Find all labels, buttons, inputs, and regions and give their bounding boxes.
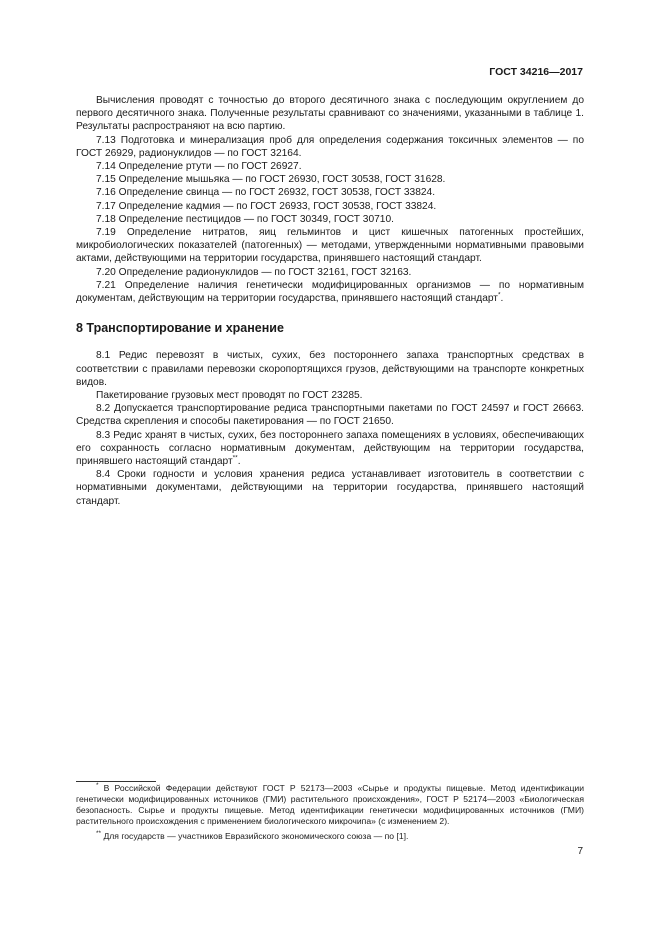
paragraph-8-1: 8.1 Редис перевозят в чистых, сухих, без постороннего запаха транспортных средствах в соответствии с правилами перевозки скоропортящихся грузов, действующими на транспорте конкретных видов. (76, 350, 584, 388)
paragraph-8-4: 8.4 Сроки годности и условия хранения редиса устанавливает изготовитель в соответствии с нормативными документами, действующими на территории государства, принявшего настоящий стандарт. (76, 469, 584, 507)
page-number: 7 (577, 846, 583, 857)
paragraph: Вычисления проводят с точностью до второго десятичного знака с последующим округлением до первого десятичного знака. Полученные результаты сравнивают со значениями, указанными в таблице 1. Результаты распространяют на всю партию. (76, 95, 584, 133)
paragraph-7-15: 7.15 Определение мышьяка — по ГОСТ 26930, ГОСТ 30538, ГОСТ 31628. (96, 174, 446, 186)
paragraph-7-16: 7.16 Определение свинца — по ГОСТ 26932, ГОСТ 30538, ГОСТ 33824. (96, 187, 436, 199)
footnote (76, 831, 584, 842)
footnote-ref[interactable]: ** (232, 454, 238, 462)
footnote-text: Для государств — участников Евразийского экономического союза — по [1]. (101, 831, 409, 841)
paragraph-7-21 (76, 279, 584, 305)
footnote-mark: * (96, 782, 99, 790)
footnote-divider (76, 781, 156, 782)
paragraph-8-1-packaging: Пакетирование грузовых мест проводят по ГОСТ 23285. (96, 390, 363, 402)
document-body (76, 94, 584, 508)
footnote-mark: ** (96, 830, 102, 838)
paragraph-7-20: 7.20 Определение радионуклидов — по ГОСТ 32161, ГОСТ 32163. (96, 266, 412, 278)
footnotes (76, 783, 584, 846)
paragraph-7-17: 7.17 Определение кадмия — по ГОСТ 26933, ГОСТ 30538, ГОСТ 33824. (96, 200, 437, 212)
paragraph-8-3-text: 8.3 Редис хранят в чистых, сухих, без постороннего запаха помещениях в условиях, обеспечивающих его сохранность согласно нормативным документам, действующим на территории государства, принявшего настоящий стандарт (76, 429, 584, 468)
paragraph-8-3-end: . (237, 456, 241, 468)
paragraph-7-18: 7.18 Определение пестицидов — по ГОСТ 30349, ГОСТ 30710. (96, 213, 394, 225)
paragraph-7-13: 7.13 Подготовка и минерализация проб для определения содержания токсичных элементов — по ГОСТ 26929, радионуклидов — по ГОСТ 32164. (76, 134, 584, 159)
paragraph-7-21-end: . (500, 293, 504, 305)
paragraph-8-3 (76, 429, 584, 469)
paragraph-8-2: 8.2 Допускается транспортирование редиса транспортными пакетами по ГОСТ 24597 и ГОСТ 26663. Средства скрепления и способы пакетирования — по ГОСТ 21650. (76, 403, 584, 428)
paragraph-7-14: 7.14 Определение ртути — по ГОСТ 26927. (96, 161, 302, 173)
document-code: ГОСТ 34216—2017 (489, 66, 583, 78)
section-heading: 8 Транспортирование и хранение (76, 321, 284, 336)
footnote (76, 783, 584, 827)
footnote-text: В Российской Федерации действуют ГОСТ Р 52173—2003 «Сырье и продукты пищевые. Метод идентификации генетически модифицированных источников (ГМИ) растительного происхождения», ГОСТ Р 52174—2003 «Биологическая безопасность. Сырье и продукты пищевые. Метод идентификации генетически модифицированных источников (ГМИ) растительного происхождения с применением биологического микрочипа» (с изменением 2). (76, 783, 584, 826)
footnote-ref[interactable]: * (497, 291, 501, 299)
paragraph-7-21-text: 7.21 Определение наличия генетически модифицированных организмов — по нормативным документам, действующим на территории государства, принявшего настоящий стандарт (76, 279, 584, 305)
paragraph-7-19: 7.19 Определение нитратов, яиц гельминтов и цист кишечных патогенных простейших, микробиологических показателей (патогенных) — методами, утвержденными нормативными правовыми актами, действующими на территории государства, принявшего настоящий стандарт. (76, 227, 584, 265)
